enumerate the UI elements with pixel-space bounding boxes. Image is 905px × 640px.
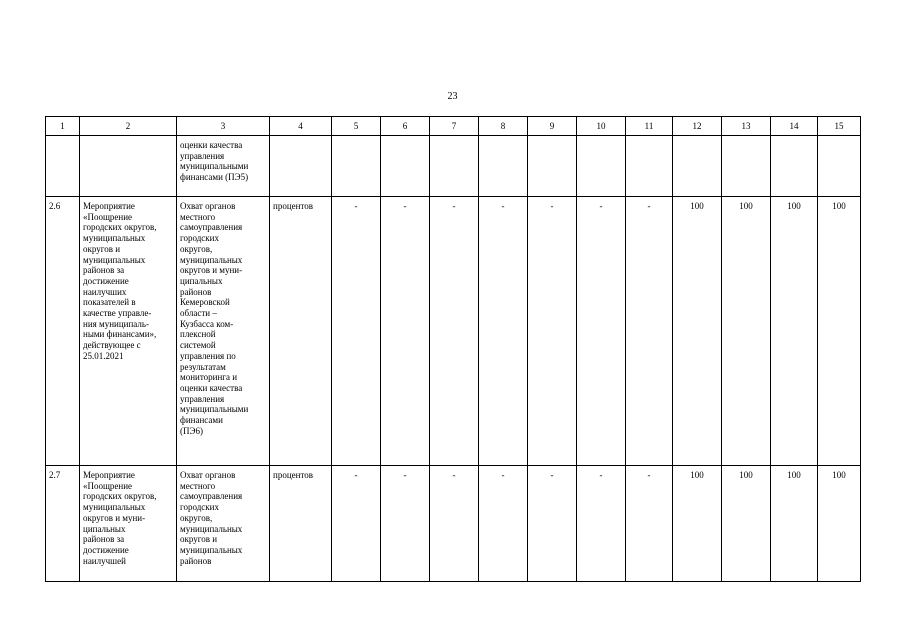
value-cell: [430, 136, 479, 197]
unit-cell: процентов: [270, 197, 332, 466]
column-header: 4: [270, 117, 332, 136]
indicator-name-cell: оценки качества управления муниципальными финансами (ПЭ5): [177, 136, 270, 197]
value-cell: [771, 136, 818, 197]
value-cell: 100: [771, 197, 818, 466]
column-header: 7: [430, 117, 479, 136]
value-cell: [673, 136, 722, 197]
column-header: 1: [46, 117, 80, 136]
value-cell: -: [577, 197, 626, 466]
value-cell: 100: [771, 466, 818, 582]
event-name-cell: [80, 136, 177, 197]
indicator-name-cell: Охват органов местного самоуправления городских округов, муниципальных округов и муни- ципальных районов Кемеровской области – Кузбасса ком- плексной системой управления по результатам мониторинга и оценки качества управления муниципальными финансами (ПЭ6): [177, 197, 270, 466]
value-cell: -: [381, 466, 430, 582]
table-header-row: [46, 117, 861, 136]
value-cell: -: [479, 466, 528, 582]
column-header: 10: [577, 117, 626, 136]
column-header: 2: [80, 117, 177, 136]
value-cell: -: [626, 197, 673, 466]
value-cell: [528, 136, 577, 197]
row-number-cell: [46, 136, 80, 197]
value-cell: -: [332, 197, 381, 466]
value-cell: [479, 136, 528, 197]
unit-cell: [270, 136, 332, 197]
value-cell: -: [381, 197, 430, 466]
value-cell: 100: [818, 197, 861, 466]
value-cell: 100: [722, 197, 771, 466]
value-cell: -: [626, 466, 673, 582]
indicators-table: [45, 116, 861, 582]
column-header: 5: [332, 117, 381, 136]
value-cell: 100: [673, 466, 722, 582]
value-cell: [332, 136, 381, 197]
value-cell: 100: [818, 466, 861, 582]
value-cell: -: [430, 197, 479, 466]
value-cell: -: [332, 466, 381, 582]
value-cell: -: [577, 466, 626, 582]
column-header: 14: [771, 117, 818, 136]
value-cell: -: [479, 197, 528, 466]
column-header: 11: [626, 117, 673, 136]
value-cell: [818, 136, 861, 197]
column-header: 12: [673, 117, 722, 136]
column-header: 9: [528, 117, 577, 136]
value-cell: 100: [673, 197, 722, 466]
row-number-cell: 2.6: [46, 197, 80, 466]
value-cell: [626, 136, 673, 197]
value-cell: [722, 136, 771, 197]
unit-cell: процентов: [270, 466, 332, 582]
value-cell: -: [430, 466, 479, 582]
value-cell: 100: [722, 466, 771, 582]
event-name-cell: Мероприятие «Поощрение городских округов, муниципальных округов и муни- ципальных районов за достижение наилучшей: [80, 466, 177, 582]
column-header: 6: [381, 117, 430, 136]
page-number: 23: [447, 91, 458, 102]
value-cell: -: [528, 466, 577, 582]
value-cell: [577, 136, 626, 197]
column-header: 8: [479, 117, 528, 136]
column-header: 13: [722, 117, 771, 136]
row-number-cell: 2.7: [46, 466, 80, 582]
column-header: 15: [818, 117, 861, 136]
table-row: [46, 197, 861, 466]
value-cell: -: [528, 197, 577, 466]
indicator-name-cell: Охват органов местного самоуправления городских округов, муниципальных округов и муниципальных районов: [177, 466, 270, 582]
table-row: [46, 136, 861, 197]
value-cell: [381, 136, 430, 197]
column-header: 3: [177, 117, 270, 136]
event-name-cell: Мероприятие «Поощрение городских округов, муниципальных округов и муниципальных районов за достижение наилучших показателей в качестве управле- ния муниципаль- ными финансами», действующее с 25.01.2021: [80, 197, 177, 466]
table-row: [46, 466, 861, 582]
